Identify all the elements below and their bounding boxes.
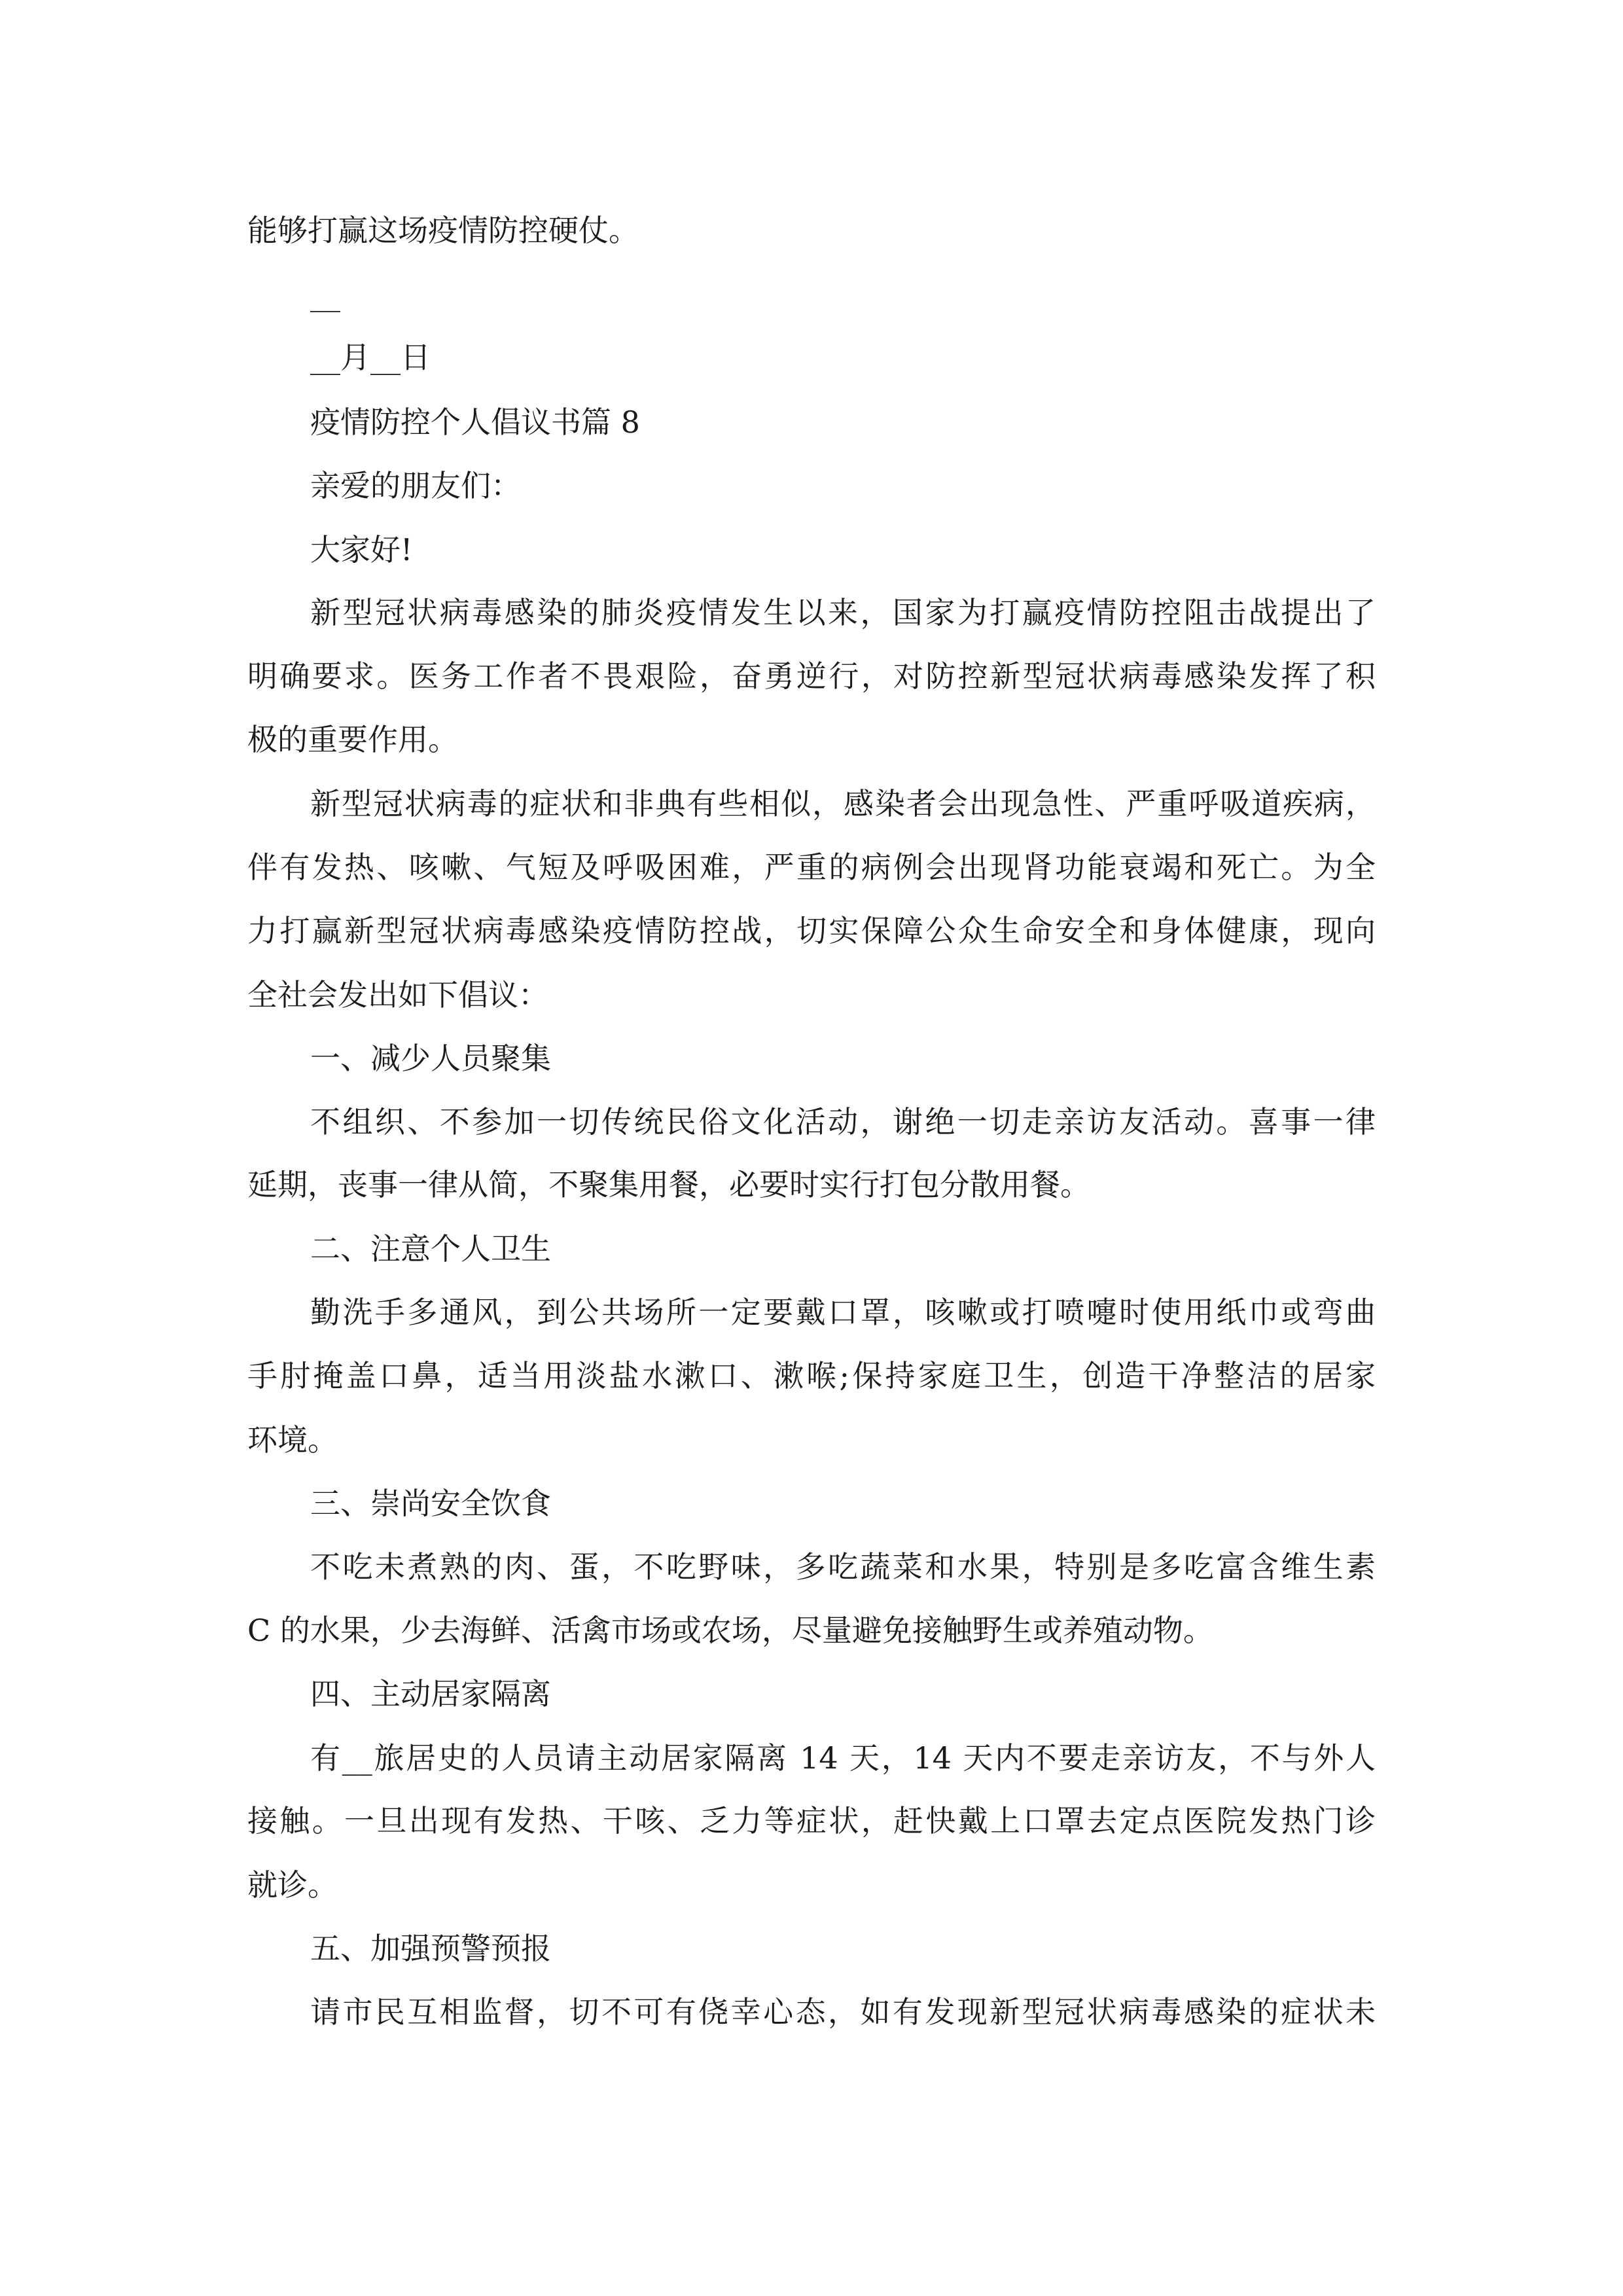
greeting: 大家好! [310,532,413,567]
paragraph-line: 请市民互相监督，切不可有侥幸心态，如有发现新型冠状病毒感染的症状未 [310,1994,1376,2030]
list-heading: 三、崇尚安全饮食 [310,1486,551,1521]
section-title: 疫情防控个人倡议书篇 8 [310,404,640,440]
paragraph-line: 极的重要作用。 [247,722,458,757]
paragraph-line: 延期，丧事一律从简，不聚集用餐，必要时实行打包分散用餐。 [247,1167,1090,1202]
paragraph-line: 明确要求。医务工作者不畏艰险，奋勇逆行，对防控新型冠状病毒感染发挥了积 [247,658,1376,694]
paragraph-line: 新型冠状病毒感染的肺炎疫情发生以来，国家为打赢疫情防控阻击战提出了 [310,595,1376,630]
salutation: 亲爱的朋友们： [310,468,521,503]
paragraph-line: 环境。 [247,1422,338,1458]
paragraph-line: 接触。一旦出现有发热、干咳、乏力等症状，赶快戴上口罩去定点医院发热门诊 [247,1803,1376,1839]
paragraph-line: 就诊。 [247,1867,338,1903]
paragraph-line: 手肘掩盖口鼻，适当用淡盐水漱口、漱喉;保持家庭卫生，创造干净整洁的居家 [247,1358,1376,1393]
list-heading: 五、加强预警预报 [310,1931,551,1966]
paragraph-line: 不组织、不参加一切传统民俗文化活动，谢绝一切走亲访友活动。喜事一律 [310,1104,1376,1139]
paragraph-line: 伴有发热、咳嗽、气短及呼吸困难，严重的病例会出现肾功能衰竭和死亡。为全 [247,850,1376,885]
paragraph-line: 有__旅居史的人员请主动居家隔离 14 天，14 天内不要走亲访友，不与外人 [310,1740,1376,1776]
paragraph-line: 勤洗手多通风，到公共场所一定要戴口罩，咳嗽或打喷嚏时使用纸巾或弯曲 [310,1295,1376,1330]
paragraph-line: 全社会发出如下倡议： [247,977,548,1013]
list-heading: 一、减少人员聚集 [310,1041,551,1076]
signature-blank: __ [310,277,340,312]
paragraph-line: 不吃未煮熟的肉、蛋，不吃野味，多吃蔬菜和水果，特别是多吃富含维生素 [310,1549,1376,1585]
paragraph-line: 新型冠状病毒的症状和非典有些相似，感染者会出现急性、严重呼吸道疾病， [310,786,1376,821]
list-heading: 二、注意个人卫生 [310,1231,551,1266]
paragraph-line: 能够打赢这场疫情防控硬仗。 [247,213,639,248]
paragraph-line: C 的水果，少去海鲜、活禽市场或农场，尽量避免接触野生或养殖动物。 [247,1613,1213,1648]
date-line: __月__日 [310,340,431,375]
paragraph-line: 力打赢新型冠状病毒感染疫情防控战，切实保障公众生命安全和身体健康，现向 [247,913,1376,948]
list-heading: 四、主动居家隔离 [310,1676,551,1712]
